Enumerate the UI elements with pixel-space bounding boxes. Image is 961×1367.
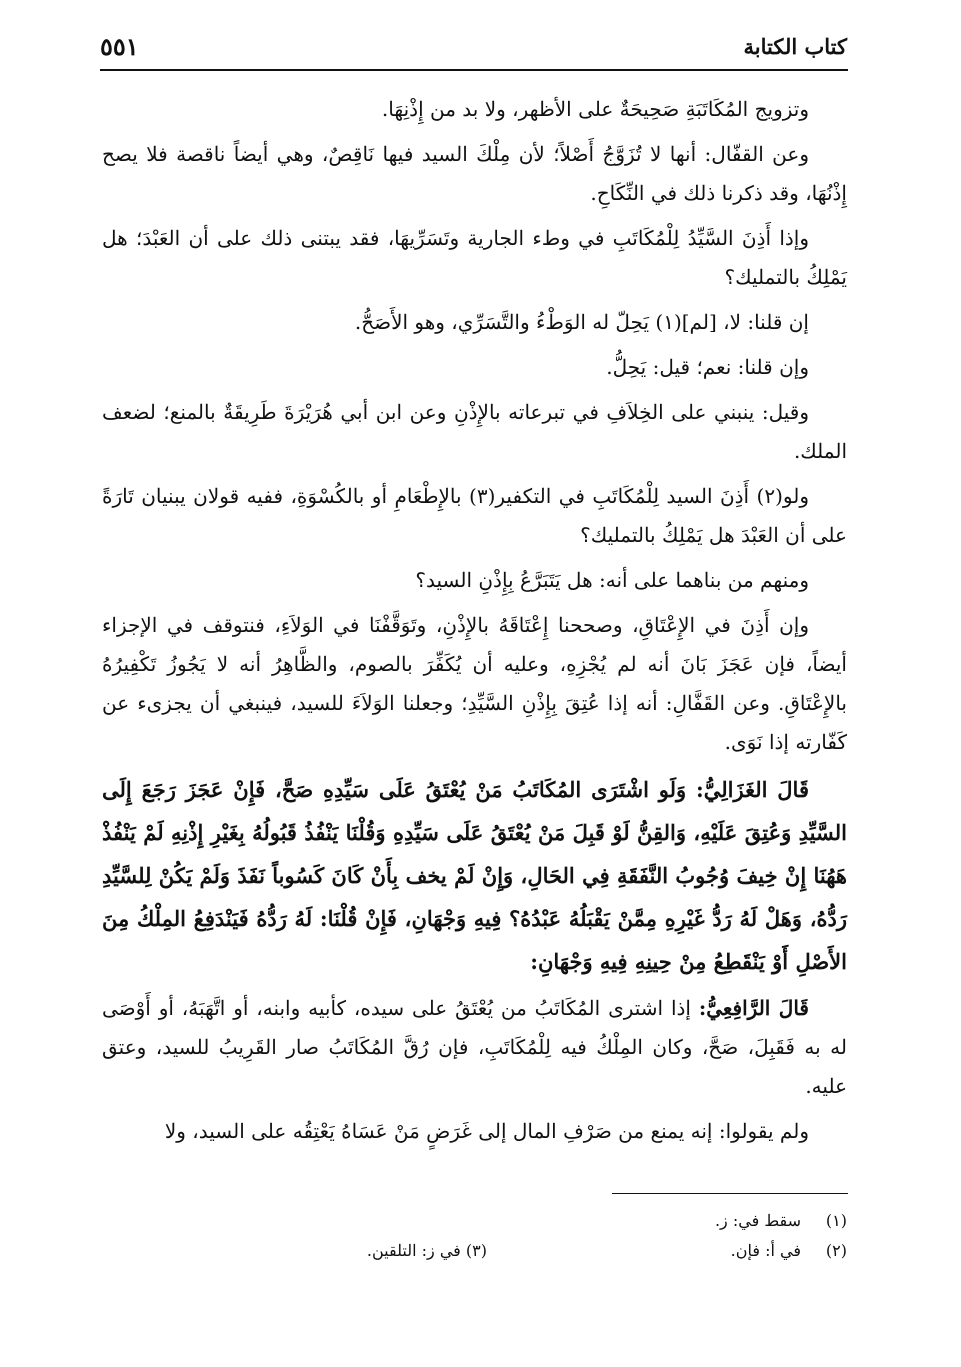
footnotes <box>102 1206 847 1266</box>
footnote-text: في أ: فإن. <box>730 1241 801 1260</box>
paragraph-khilaf: وقيل: ينبني على الخِلاَفِ في تبرعاته بالإِذْنِ وعن ابن أبي هُرَيْرَةَ طَرِيقَةٌ بالمنع؛ لضعف الملك. <box>102 400 847 463</box>
footnote-text: سقط في: ز. <box>714 1211 801 1230</box>
page-number: ٥٥١ <box>100 32 139 61</box>
paragraph-if-no: إن قلنا: لا، [لم](١) يَحِلّ له الوَطْءُ والتَّسَرِّي، وهو الأَصَحُّ. <box>354 310 809 334</box>
footnote-1 <box>715 1206 847 1236</box>
footnote-number: (٢) <box>825 1241 847 1260</box>
footnote-3 <box>367 1236 487 1266</box>
footnote-text: في ز: التلقين. <box>366 1241 461 1260</box>
footnote-line <box>102 1206 847 1236</box>
paragraph-qaffal: وعن القفّال: أنها لا تُزَوَّجُ أَصْلاً؛ لأن مِلْكَ السيد فيها نَاقِصٌ، وهي أيضاً ناقصة فلا يصح إِذْنُهَا، وقد ذكرنا ذلك في النِّكَاحِ. <box>102 142 847 205</box>
footnote-line <box>102 1236 847 1266</box>
footnote-number: (٣) <box>465 1241 487 1260</box>
paragraph-lam-yaqulu: ولم يقولوا: إنه يمنع من صَرْفِ المال إلى غَرَضٍ مَنْ عَسَاهُ يَعْتِقُه على السيد، ولا <box>164 1119 809 1143</box>
paragraph-if-yes: وإن قلنا: نعم؛ قيل: يَحِلُّ. <box>606 355 809 379</box>
footnote-rule <box>612 1193 848 1194</box>
footnote-number: (١) <box>825 1211 847 1230</box>
paragraph-itaq: وإن أَذِنَ في الإِعْتَاقِ، وصححنا إِعْتَاقَهُ بالإِذْنِ، وتَوَقَّفْنَا في الوَلاَءِ، فنتوقف في الإجزاء أيضاً، فإن عَجَزَ بَانَ أنه لم يُجْزِهِ، وعليه أن يُكَفِّرَ بالصوم، والظَّاهِرُ أنه لا يَجُوزُ تَكْفِيرُهُ بالإِعْتَاقِ. وعن القَفَّالِ: أنه إذا عُتِقَ بِإِذْنِ السَّيِّدِ؛ وجعلنا الوَلاَءَ للسيد، فينبغي أن يجزىء عن كَفّارته إذا نَوَى. <box>102 613 847 754</box>
paragraph-tabarru: ومنهم من بناهما على أنه: هل يَتَبَرَّعُ بِإِذْنِ السيد؟ <box>415 568 809 592</box>
paragraph-ghazali: قَالَ الغَزَالِيُّ: وَلَو اشْتَرَى المُكَاتَبُ مَنْ يُعْتَقُ عَلَى سَيِّدِهِ صَحَّ، فَإِنْ عَجَزَ رَجَعَ إِلَى السَّيِّدِ وَعُتِقَ عَلَيْهِ، وَالقِنُّ لَوْ قَبِلَ مَنْ يُعْتَقُ عَلَى سَيِّدِهِ وَقُلْنَا يَنْفُذُ قَبُولُهُ بِغَيْرِ إِذْنِهِ لَمْ يَنْفُذْ هَهُنَا إِنْ خِيفَ وُجُوبُ النَّفَقَةِ فِي الحَالِ، وَإِنْ لَمْ يخف بِأَنْ كَانَ كَسُوباً نَفَذَ وَلَمْ يَكُنْ لِلسَّيِّدِ رَدُّهُ، وَهَلْ لَهُ رَدُّ غَيْرِهِ مِمَّنْ يَقْبَلُهُ عَبْدُهُ؟ فِيهِ وَجْهَانِ، فَإِنْ قُلْنَا: لَهُ رَدُّهُ فَيَنْدَفِعُ المِلْكُ مِنَ الأَصْلِ أَوْ يَنْقَطِعُ مِنْ حِينِهِ فِيهِ وَجْهَانِ: <box>102 777 847 974</box>
paragraph-wat-permission: وإذا أَذِنَ السَّيِّدُ لِلْمُكَاتَبِ في وطء الجارية وتَسَرِّيهَا، فقد يبتنى ذلك على أن العَبْدَ؛ هل يَمْلِكُ بالتمليك؟ <box>102 226 847 289</box>
rafii-lead: قَالَ الرَّافِعِيُّ: <box>698 996 809 1020</box>
rafii-text: إذا اشترى المُكَاتَبُ من يُعْتَقُ على سيده، كأبيه وابنه، أو اتَّهَبَهُ، أو أَوْصَى له به فَقَبِلَ، صَحَّ، وكان المِلْكُ فيه لِلْمُكَاتَبِ، فإن رُقَّ المُكَاتَبُ صار القَرِيبُ للسيد، وعتق عليه. <box>102 996 848 1098</box>
paragraph-takfir: ولو(٢) أَذِنَ السيد لِلْمُكَاتَبِ في التكفير(٣) بالإِطْعَامِ أو بالكُسْوَةِ، ففيه قولان يبنيان تَارَةً على أن العَبْدَ هل يَمْلِكُ بالتمليك؟ <box>102 484 847 547</box>
footnote-2 <box>731 1236 847 1266</box>
main-text <box>102 90 847 1157</box>
header-rule <box>100 69 848 71</box>
running-title: كتاب الكتابة <box>743 34 847 59</box>
paragraph-marriage: وتزويج المُكَاتَبَةِ صَحِيحَةٌ على الأظهر، ولا بد من إِذْنِهَا. <box>381 97 809 121</box>
paragraph-rafii <box>102 989 847 1106</box>
page-header <box>100 28 847 68</box>
